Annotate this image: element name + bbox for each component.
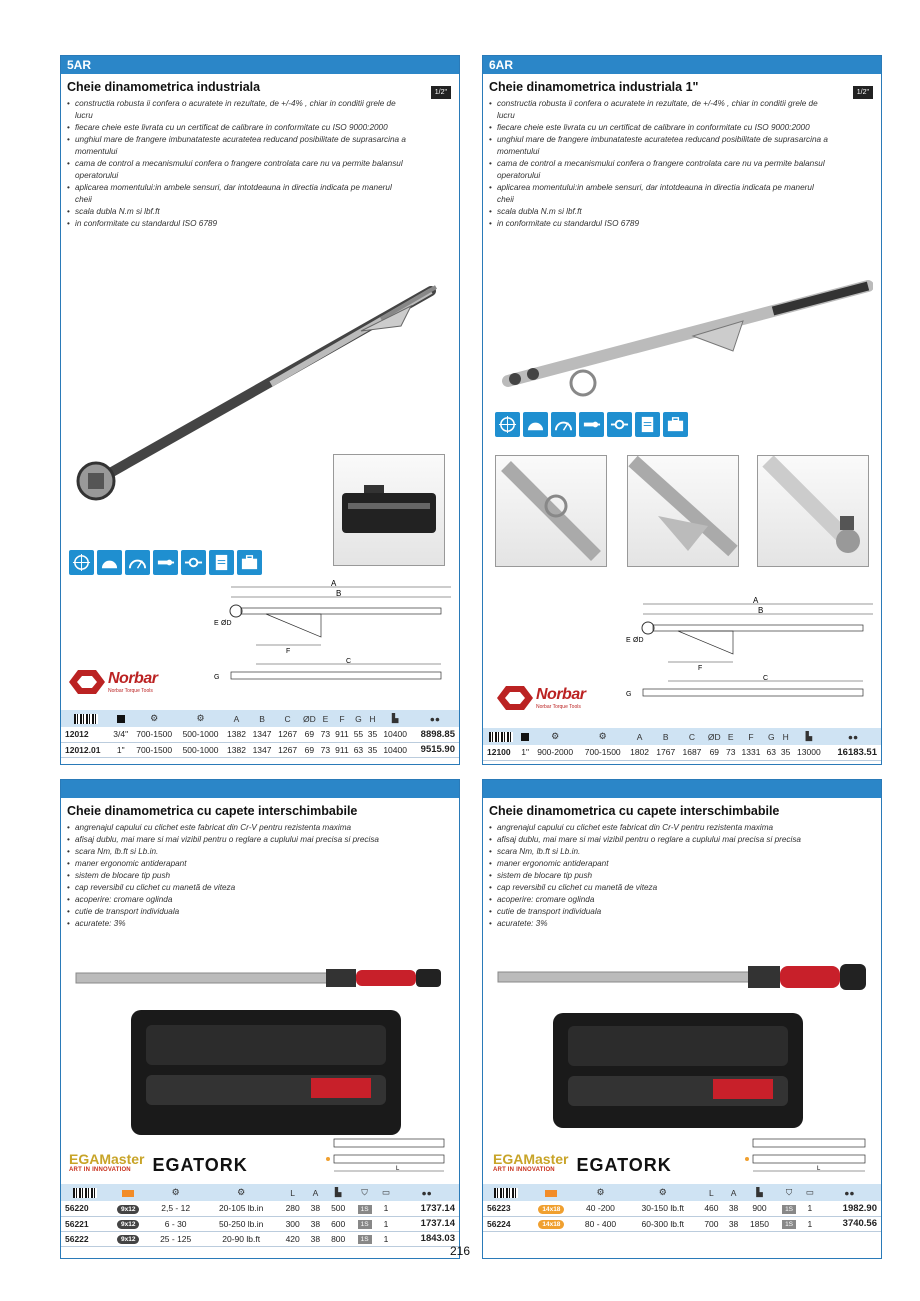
dim-label: E xyxy=(626,637,631,644)
feature-item: • acuratete: 3% xyxy=(67,918,447,930)
angle-icon xyxy=(551,412,576,437)
feature-item: • cutie de transport individuala xyxy=(489,906,869,918)
quantity-icon: ▭ xyxy=(378,1184,395,1201)
dimension-drawing xyxy=(623,596,878,716)
feature-item: • sistem de blocare tip push xyxy=(67,870,447,882)
nm-range-icon: ⚙ xyxy=(131,710,177,727)
dim-label: ØD xyxy=(221,620,232,627)
feature-item: • constructia robusta ii confera o acuratete in rezultate, de +/-4% , chiar in conditii grele de lucru xyxy=(67,98,407,122)
feature-item: • acoperire: cromare oglinda xyxy=(67,894,447,906)
detail-photo-2 xyxy=(627,455,739,567)
feature-item: • aplicarea momentului:in ambele sensuri, dar intotdeauna in directia indicata pe manerul cheii xyxy=(67,182,407,206)
socket-icon xyxy=(181,550,206,575)
dim-label: B xyxy=(758,606,764,615)
weight-icon: ▙ xyxy=(379,710,410,727)
product-panel-5ar xyxy=(60,55,460,765)
panel-header: 5AR xyxy=(61,56,459,74)
feature-item: • unghiul mare de frangere imbunatateste acuratetea reducand posibilitate de suprasarcina a momentului xyxy=(489,134,829,158)
panel-header xyxy=(61,780,459,798)
dim-label: E xyxy=(214,620,219,627)
spec-table: ⚙ ⚙ L A ▙ ⛉ ▭ ●● 56223 14x18 40 -200 30-150 lb.ft 460 38 900 1S 1 1982.90 56224 14x18 80 - 400 60-300 lb.ft 700 38 1850 1S 1 3740.56 xyxy=(483,1184,881,1232)
weight-icon: ▙ xyxy=(325,1184,352,1201)
egamaster-logo: EGAMaster ART IN INNOVATION EGATORK xyxy=(69,1151,248,1175)
page-number: 216 xyxy=(450,1244,471,1258)
spec-table: ⚙ ⚙ A B C ØD E F G H ▙ ●● 12012 3/4" 700-1500 500-1000 1382 1347 1267 69 73 911 55 35 10400 8898.85 12012.01 1" 700-1500 500-1000 1382 1347 1267 69 73 911 63 35 10400 9515.90 xyxy=(61,710,459,758)
feature-item: • scara Nm, lb.ft si Lb.in. xyxy=(67,846,447,858)
product-title: Cheie dinamometrica industriala xyxy=(67,80,261,94)
dial-icon xyxy=(97,550,122,575)
head-size-icon xyxy=(545,1190,557,1197)
coins-icon: ●● xyxy=(818,1184,881,1201)
feature-item: • cutie de transport individuala xyxy=(67,906,447,918)
feature-item: • acoperire: cromare oglinda xyxy=(489,894,869,906)
lb-range-icon: ⚙ xyxy=(203,1184,279,1201)
feature-item: • aplicarea momentului:in ambele sensuri, dar intotdeauna in directia indicata pe manerul cheii xyxy=(489,182,829,206)
detail-photo-3 xyxy=(757,455,869,567)
head-size-icon xyxy=(122,1190,134,1197)
feature-item: • in conformitate cu standardul ISO 6789 xyxy=(489,218,829,230)
torque-wrench-case-image xyxy=(71,965,451,1140)
table-row: 12012.01 1" 700-1500 500-1000 1382 1347 1267 69 73 911 63 35 10400 9515.90 xyxy=(61,742,459,757)
drive-size-badge: 1/2" xyxy=(431,86,451,99)
drive-square-icon xyxy=(521,733,529,741)
packaging-icon: ⛉ xyxy=(776,1184,802,1201)
feature-list xyxy=(67,822,447,930)
coins-icon: ●● xyxy=(825,728,881,745)
norbar-logo: Norbar Norbar Torque Tools xyxy=(69,670,157,694)
dim-label: G xyxy=(214,674,220,681)
feature-item: • cama de control a mecanismului confera o frangere controlata care nu va permite balansul operatorului xyxy=(489,158,829,182)
product-panel-6ar xyxy=(482,55,882,765)
feature-item: • angrenajul capului cu clichet este fabricat din Cr-V pentru rezistenta maxima xyxy=(489,822,869,834)
angle-icon xyxy=(125,550,150,575)
feature-item: • afisaj dublu, mai mare si mai vizibil pentru o reglare a cuplului mai precisa si precisa xyxy=(489,834,869,846)
feature-item: • cap reversibil cu clichet cu manetă de viteza xyxy=(489,882,869,894)
feature-item: • scala dubla N.m si lbf.ft xyxy=(67,206,407,218)
table-row: 56223 14x18 40 -200 30-150 lb.ft 460 38 900 1S 1 1982.90 xyxy=(483,1201,881,1216)
nm-range-icon: ⚙ xyxy=(531,728,579,745)
accuracy-icon xyxy=(69,550,94,575)
product-title: Cheie dinamometrica industriala 1" xyxy=(489,80,699,94)
feature-item: • cama de control a mecanismului confera o frangere controlata care nu va permite balansul operatorului xyxy=(67,158,407,182)
panel-header xyxy=(483,780,881,798)
socket-icon xyxy=(607,412,632,437)
table-row: 56224 14x18 80 - 400 60-300 lb.ft 700 38 1850 1S 1 3740.56 xyxy=(483,1216,881,1231)
dim-label: C xyxy=(346,658,352,665)
table-row: 56220 9x12 2,5 - 12 20-105 lb.in 280 38 500 1S 1 1737.14 xyxy=(61,1201,459,1216)
feature-item: • angrenajul capului cu clichet este fabricat din Cr-V pentru rezistenta maxima xyxy=(67,822,447,834)
wrench-icon xyxy=(153,550,178,575)
drive-size-badge: 1/2" xyxy=(853,86,873,99)
barcode-icon xyxy=(74,714,98,724)
feature-item: • scara Nm, lb.ft si Lb.in. xyxy=(489,846,869,858)
barcode-icon xyxy=(73,1188,97,1198)
feature-icons xyxy=(495,412,688,437)
egatork-logo: EGATORK xyxy=(576,1154,672,1175)
feature-item: • maner ergonomic antiderapant xyxy=(489,858,869,870)
lb-range-icon: ⚙ xyxy=(627,1184,698,1201)
feature-list xyxy=(489,98,829,230)
dim-label: F xyxy=(698,665,703,672)
dimension-drawing xyxy=(211,579,456,699)
feature-item: • constructia robusta ii confera o acuratete in rezultate, de +/-4% , chiar in conditii grele de lucru xyxy=(489,98,829,122)
product-title: Cheie dinamometrica cu capete interschimbabile xyxy=(489,804,780,818)
dim-label: A xyxy=(753,596,759,605)
feature-item: • scala dubla N.m si lbf.ft xyxy=(489,206,829,218)
case-icon xyxy=(237,550,262,575)
feature-item: • afisaj dublu, mai mare si mai vizibil pentru o reglare a cuplului mai precisa si precisa xyxy=(67,834,447,846)
coins-icon: ●● xyxy=(394,1184,459,1201)
dimension-drawing xyxy=(326,1135,456,1180)
dim-label: F xyxy=(286,648,291,655)
drive-square-icon xyxy=(117,715,125,723)
spec-table: ⚙ ⚙ L A ▙ ⛉ ▭ ●● 56220 9x12 2,5 - 12 20-105 lb.in 280 38 500 1S 1 1737.14 56221 9x12 6 - 30 50-250 lb.in 300 38 600 1S 1 1737.14 56222 9x12 25 - 125 20-90 lb.ft 420 38 800 1S 1 1843.03 xyxy=(61,1184,459,1247)
feature-item: • acuratete: 3% xyxy=(489,918,869,930)
quantity-icon: ▭ xyxy=(802,1184,818,1201)
feature-item: • sistem de blocare tip push xyxy=(489,870,869,882)
product-title: Cheie dinamometrica cu capete interschimbabile xyxy=(67,804,358,818)
barcode-icon xyxy=(489,732,513,742)
dim-label: G xyxy=(626,691,632,698)
table-row: 12100 1" 900-2000 700-1500 1802 1767 1687 69 73 1331 63 35 13000 16183.51 xyxy=(483,745,881,760)
spec-table: ⚙ ⚙ A B C ØD E F G H ▙ ●● 12100 1" 900-2000 700-1500 1802 1767 1687 69 73 1331 63 35 13000 16183.51 xyxy=(483,728,881,761)
wrench-icon xyxy=(579,412,604,437)
feature-list xyxy=(489,822,869,930)
panel-header: 6AR xyxy=(483,56,881,74)
case-icon xyxy=(663,412,688,437)
lbft-range-icon: ⚙ xyxy=(177,710,223,727)
feature-item: • fiecare cheie este livrata cu un certificat de calibrare in conformitate cu ISO 9000:2000 xyxy=(489,122,829,134)
table-row: 12012 3/4" 700-1500 500-1000 1382 1347 1267 69 73 911 55 35 10400 8898.85 xyxy=(61,727,459,742)
dim-label: A xyxy=(331,579,337,588)
coins-icon: ●● xyxy=(411,710,459,727)
dim-label: L xyxy=(396,1166,400,1172)
product-panel-interchangeable-2 xyxy=(482,779,882,1259)
detail-photo-1 xyxy=(495,455,607,567)
dim-label: C xyxy=(763,675,769,682)
certificate-icon xyxy=(635,412,660,437)
certificate-icon xyxy=(209,550,234,575)
lbft-range-icon: ⚙ xyxy=(579,728,627,745)
egamaster-logo: EGAMaster ART IN INNOVATION EGATORK xyxy=(493,1151,672,1175)
table-row: 56221 9x12 6 - 30 50-250 lb.in 300 38 600 1S 1 1737.14 xyxy=(61,1216,459,1231)
dim-label: B xyxy=(336,589,342,598)
feature-item: • cap reversibil cu clichet cu manetă de viteza xyxy=(67,882,447,894)
feature-item: • maner ergonomic antiderapant xyxy=(67,858,447,870)
norbar-logo: Norbar Norbar Torque Tools xyxy=(497,686,585,710)
weight-icon: ▙ xyxy=(743,1184,777,1201)
feature-icons xyxy=(69,550,262,575)
nm-range-icon: ⚙ xyxy=(148,1184,203,1201)
feature-item: • in conformitate cu standardul ISO 6789 xyxy=(67,218,407,230)
dim-label: L xyxy=(817,1166,821,1172)
nm-range-icon: ⚙ xyxy=(574,1184,627,1201)
packaging-icon: ⛉ xyxy=(351,1184,377,1201)
dial-icon xyxy=(523,412,548,437)
feature-item: • unghiul mare de frangere imbunatateste acuratetea reducand posibilitate de suprasarcina a momentului xyxy=(67,134,407,158)
carry-case-photo xyxy=(333,454,445,566)
feature-list xyxy=(67,98,407,230)
torque-wrench-image xyxy=(493,271,873,401)
dim-label: ØD xyxy=(633,637,644,644)
product-panel-interchangeable-1 xyxy=(60,779,460,1259)
weight-icon: ▙ xyxy=(793,728,825,745)
barcode-icon xyxy=(494,1188,518,1198)
egatork-logo: EGATORK xyxy=(152,1154,248,1175)
torque-wrench-case-image xyxy=(493,958,873,1133)
accuracy-icon xyxy=(495,412,520,437)
table-row: 56222 9x12 25 - 125 20-90 lb.ft 420 38 800 1S 1 1843.03 xyxy=(61,1231,459,1246)
dimension-drawing xyxy=(745,1135,877,1180)
feature-item: • fiecare cheie este livrata cu un certificat de calibrare in conformitate cu ISO 9000:2000 xyxy=(67,122,407,134)
